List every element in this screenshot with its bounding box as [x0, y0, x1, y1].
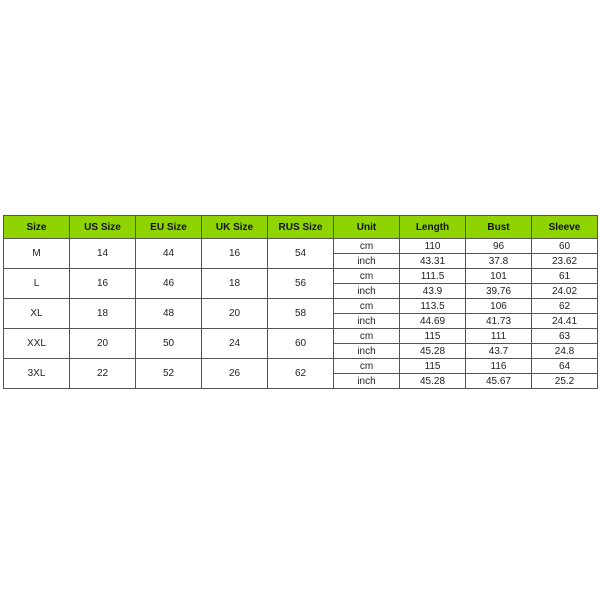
table-row: [4, 329, 598, 344]
sleeve-cell: 62: [532, 299, 598, 314]
sleeve-cell: 24.8: [532, 344, 598, 359]
length-cell: 111.5: [400, 269, 466, 284]
bust-cell: 106: [466, 299, 532, 314]
uk-size-cell: 16: [202, 239, 268, 269]
table-row: [4, 269, 598, 284]
bust-cell: 116: [466, 359, 532, 374]
length-cell: 43.31: [400, 254, 466, 269]
uk-size-cell: 18: [202, 269, 268, 299]
unit-cell: cm: [334, 299, 400, 314]
bust-cell: 37.8: [466, 254, 532, 269]
header-eu-size: EU Size: [136, 216, 202, 239]
unit-cell: inch: [334, 284, 400, 299]
eu-size-cell: 48: [136, 299, 202, 329]
table-body: [4, 239, 598, 389]
sleeve-cell: 24.02: [532, 284, 598, 299]
header-unit: Unit: [334, 216, 400, 239]
length-cell: 113.5: [400, 299, 466, 314]
size-cell: 3XL: [4, 359, 70, 389]
size-cell: XXL: [4, 329, 70, 359]
unit-cell: cm: [334, 239, 400, 254]
length-cell: 44.69: [400, 314, 466, 329]
rus-size-cell: 54: [268, 239, 334, 269]
bust-cell: 45.67: [466, 374, 532, 389]
rus-size-cell: 60: [268, 329, 334, 359]
table-row: [4, 239, 598, 254]
header-uk-size: UK Size: [202, 216, 268, 239]
unit-cell: inch: [334, 344, 400, 359]
us-size-cell: 22: [70, 359, 136, 389]
uk-size-cell: 20: [202, 299, 268, 329]
unit-cell: cm: [334, 269, 400, 284]
sleeve-cell: 23.62: [532, 254, 598, 269]
size-cell: L: [4, 269, 70, 299]
header-sleeve: Sleeve: [532, 216, 598, 239]
eu-size-cell: 44: [136, 239, 202, 269]
unit-cell: inch: [334, 374, 400, 389]
header-length: Length: [400, 216, 466, 239]
unit-cell: inch: [334, 314, 400, 329]
unit-cell: inch: [334, 254, 400, 269]
rus-size-cell: 58: [268, 299, 334, 329]
sleeve-cell: 63: [532, 329, 598, 344]
length-cell: 45.28: [400, 344, 466, 359]
table-header: [4, 216, 598, 239]
length-cell: 115: [400, 329, 466, 344]
length-cell: 45.28: [400, 374, 466, 389]
eu-size-cell: 52: [136, 359, 202, 389]
uk-size-cell: 26: [202, 359, 268, 389]
table-row: [4, 359, 598, 374]
unit-cell: cm: [334, 359, 400, 374]
bust-cell: 101: [466, 269, 532, 284]
eu-size-cell: 46: [136, 269, 202, 299]
bust-cell: 111: [466, 329, 532, 344]
sleeve-cell: 24.41: [532, 314, 598, 329]
header-bust: Bust: [466, 216, 532, 239]
sleeve-cell: 64: [532, 359, 598, 374]
bust-cell: 41.73: [466, 314, 532, 329]
us-size-cell: 20: [70, 329, 136, 359]
size-chart-table: [3, 215, 598, 389]
bust-cell: 43.7: [466, 344, 532, 359]
length-cell: 43.9: [400, 284, 466, 299]
size-cell: XL: [4, 299, 70, 329]
sleeve-cell: 61: [532, 269, 598, 284]
bust-cell: 96: [466, 239, 532, 254]
header-rus-size: RUS Size: [268, 216, 334, 239]
bust-cell: 39.76: [466, 284, 532, 299]
length-cell: 110: [400, 239, 466, 254]
size-cell: M: [4, 239, 70, 269]
header-row: [4, 216, 598, 239]
us-size-cell: 16: [70, 269, 136, 299]
rus-size-cell: 62: [268, 359, 334, 389]
sleeve-cell: 60: [532, 239, 598, 254]
header-us-size: US Size: [70, 216, 136, 239]
table-row: [4, 299, 598, 314]
us-size-cell: 14: [70, 239, 136, 269]
unit-cell: cm: [334, 329, 400, 344]
eu-size-cell: 50: [136, 329, 202, 359]
header-size: Size: [4, 216, 70, 239]
sleeve-cell: 25.2: [532, 374, 598, 389]
rus-size-cell: 56: [268, 269, 334, 299]
uk-size-cell: 24: [202, 329, 268, 359]
us-size-cell: 18: [70, 299, 136, 329]
length-cell: 115: [400, 359, 466, 374]
